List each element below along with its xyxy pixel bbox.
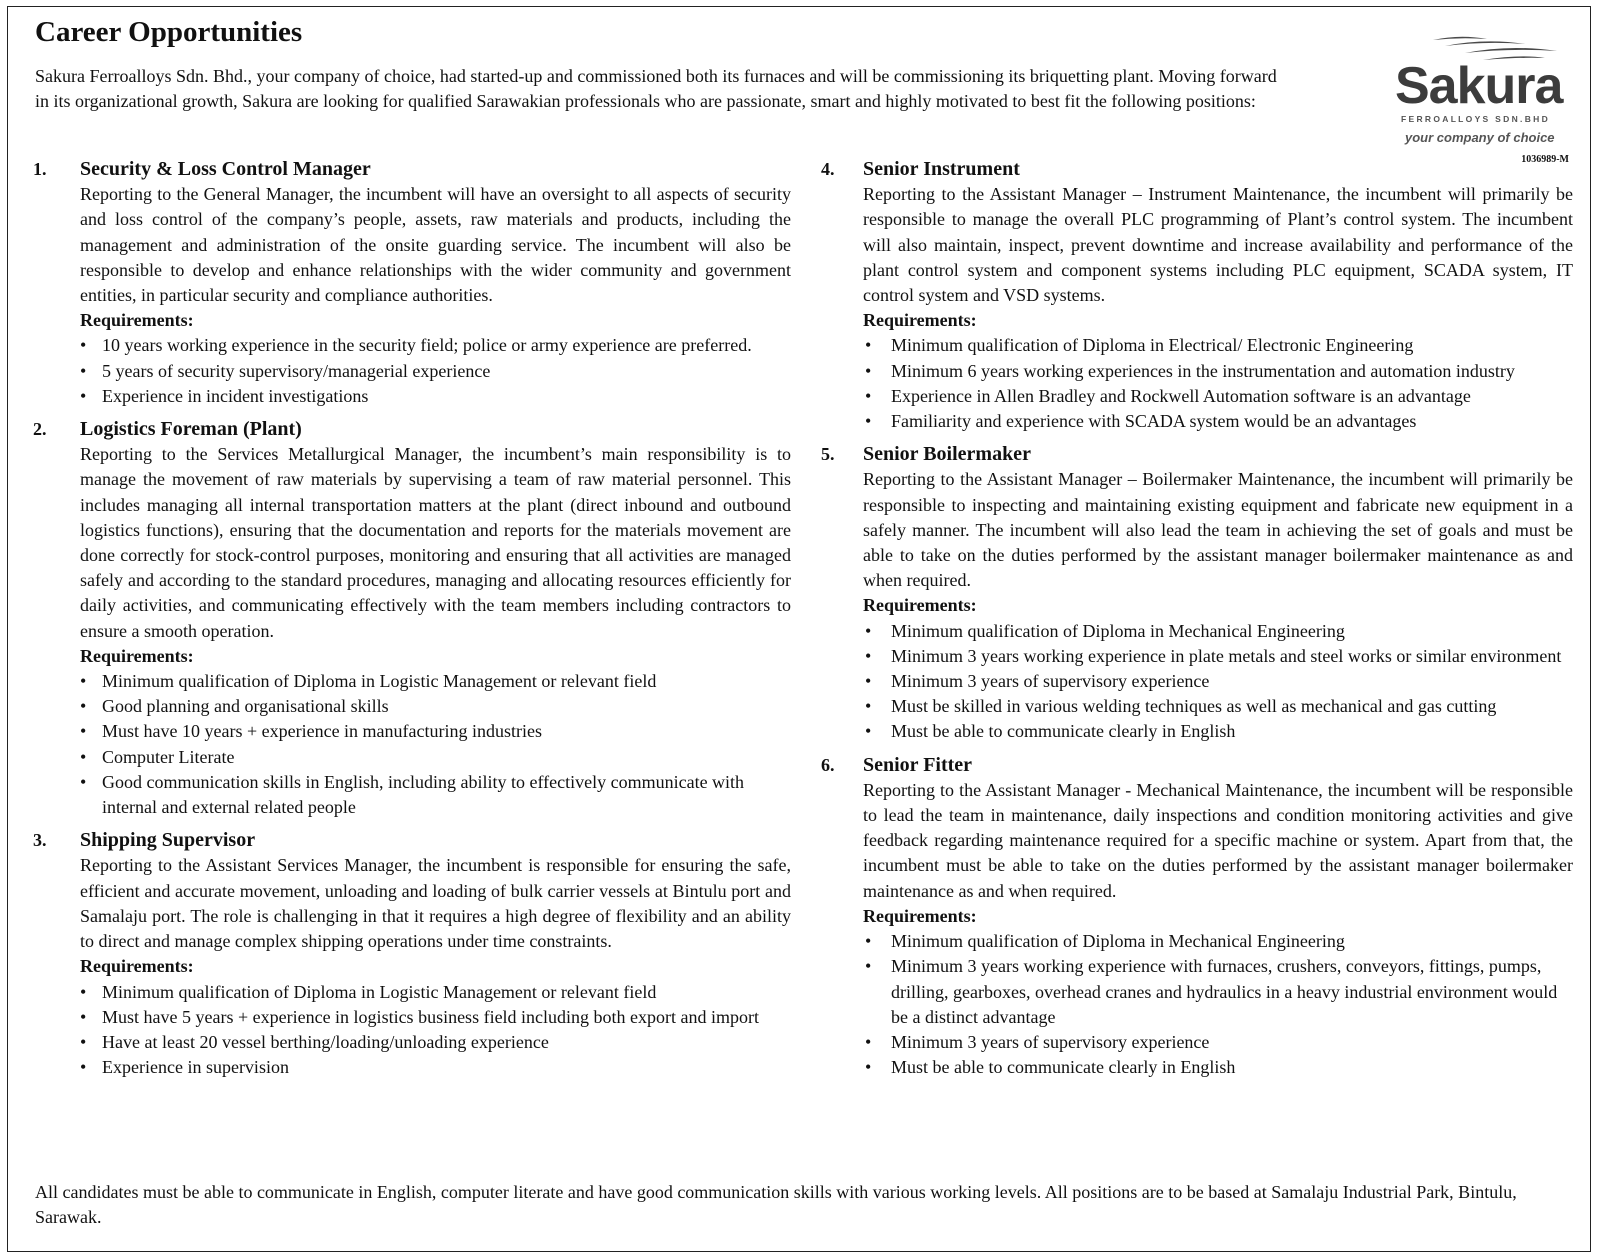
- job-description: Reporting to the Assistant Manager - Mechanical Maintenance, the incumbent will be responsible to lead the team in maintenance, daily inspections and condition monitoring activities and give feedback regarding maintenance required for a specific machine or system. Apart from that, the incumbent must be able to take on the duties performed by the assistant manager boilermaker maintenance as and when required.: [863, 779, 1573, 901]
- requirement-item: • Must be able to communicate clearly in English: [863, 1055, 1573, 1080]
- requirement-item: • Minimum 3 years of supervisory experience: [863, 1030, 1573, 1055]
- requirements-list: [863, 619, 1573, 745]
- job-number: 5.: [821, 444, 835, 465]
- requirements-heading: Requirements:: [80, 310, 194, 331]
- job-title: Logistics Foreman (Plant): [80, 418, 302, 441]
- job-description: Reporting to the Assistant Manager – Instrument Maintenance, the incumbent will primarily be responsible to manage the overall PLC programming of Plant’s control system. The incumbent will also maintain, inspect, prevent downtime and increase availability and performance of the plant control system and component systems including PLC equipment, SCADA system, IT control system and VSD systems.: [863, 184, 1573, 306]
- left-column: [33, 157, 791, 1088]
- job-number: 6.: [821, 754, 835, 775]
- job-title: Senior Fitter: [863, 753, 973, 776]
- requirement-item: • Experience in incident investigations: [80, 384, 791, 409]
- requirement-item: • Must have 10 years + experience in manufacturing industries: [80, 719, 791, 744]
- job-number: 4.: [821, 159, 835, 179]
- requirements-heading: Requirements:: [863, 905, 977, 926]
- requirement-item: • Computer Literate: [80, 745, 791, 770]
- requirement-item: • Experience in supervision: [80, 1055, 791, 1080]
- requirement-item: • Must be skilled in various welding techniques as well as mechanical and gas cutting: [863, 694, 1573, 719]
- job-listing-logistics: [33, 417, 791, 820]
- logo-wordmark: Sakura: [1395, 57, 1563, 115]
- job-listing-security: [33, 157, 791, 409]
- job-title: Security & Loss Control Manager: [80, 158, 371, 180]
- intro-paragraph: Sakura Ferroalloys Sdn. Bhd., your company of choice, had started-up and commissioned both its furnaces and will be commissioning its briquetting plant. Moving forward in its organizational growth, Sakura are looking for qualified Sarawakian professionals who are passionate, smart and highly motivated to best fit the following positions:: [35, 66, 1277, 111]
- requirements-list: [80, 333, 791, 409]
- company-logo: [1385, 34, 1575, 174]
- job-listing-fitter: [821, 753, 1573, 1081]
- company-registration: 1036989-M: [1521, 154, 1569, 165]
- requirements-list: [863, 333, 1573, 434]
- requirement-item: • Minimum 3 years working experience with furnaces, crushers, conveyors, fittings, pumps, drilling, gearboxes, overhead cranes and hydraulics in a heavy industrial environment would be a distinct advantage: [863, 954, 1573, 1030]
- requirements-list: [80, 669, 791, 820]
- requirement-item: • Must have 5 years + experience in logistics business field including both export and import: [80, 1005, 791, 1030]
- job-title: Senior Instrument: [863, 158, 1020, 180]
- requirements-heading: Requirements:: [80, 645, 194, 666]
- requirement-item: • Have at least 20 vessel berthing/loading/unloading experience: [80, 1030, 791, 1055]
- job-description: Reporting to the General Manager, the incumbent will have an oversight to all aspects of security and loss control of the company’s people, assets, raw materials and products, including the management and administration of the onsite guarding service. The incumbent will also be responsible to develop and enhance relationships with the wider community and government entities, in particular security and compliance authorities.: [80, 184, 791, 306]
- job-title: Senior Boilermaker: [863, 443, 1031, 466]
- requirements-list: [863, 929, 1573, 1080]
- job-listing-instrument: [821, 157, 1573, 434]
- job-title: Shipping Supervisor: [80, 829, 256, 852]
- requirements-heading: Requirements:: [80, 956, 194, 977]
- logo-subtitle: FERROALLOYS SDN.BHD: [1401, 114, 1551, 124]
- job-number: 1.: [33, 159, 47, 179]
- requirement-item: • Minimum qualification of Diploma in Logistic Management or relevant field: [80, 669, 791, 694]
- job-number: 2.: [33, 419, 47, 440]
- job-listing-shipping: [33, 828, 791, 1080]
- footer-note: All candidates must be able to communicate in English, computer literate and have good communication skills with various working levels. All positions are to be based at Samalaju Industrial Park, Bintulu, Sarawak.: [35, 1182, 1517, 1227]
- requirement-item: • 5 years of security supervisory/managerial experience: [80, 359, 791, 384]
- requirement-item: • Minimum qualification of Diploma in Logistic Management or relevant field: [80, 980, 791, 1005]
- requirement-item: • Minimum 6 years working experiences in the instrumentation and automation industry: [863, 359, 1573, 384]
- right-column: [821, 157, 1573, 1088]
- job-listing-boilermaker: [821, 442, 1573, 744]
- requirements-heading: Requirements:: [863, 595, 977, 616]
- job-number: 3.: [33, 830, 47, 851]
- requirement-item: • Experience in Allen Bradley and Rockwell Automation software is an advantage: [863, 384, 1573, 409]
- job-description: Reporting to the Services Metallurgical Manager, the incumbent’s main responsibility is to manage the movement of raw materials by supervising a team of raw material personnel. This includes managing all internal transportation matters at the plant (direct inbound and outbound logistics functions), ensuring that the documentation and reports for the materials movement are done correctly for stock-control purposes, monitoring and ensuring that all activities are managed safely and according to the standard procedures, managing and allocating resources efficiently for daily activities, and communicating effectively with the team members including contractors to ensure a smooth operation.: [80, 444, 791, 641]
- job-description: Reporting to the Assistant Manager – Boilermaker Maintenance, the incumbent will primarily be responsible to inspecting and maintaining existing equipment and fabricate new equipment in a safely manner. The incumbent will also lead the team in achieving the set of goals and must be able to take on the duties performed by the assistant manager boilermaker maintenance as and when required.: [863, 469, 1573, 591]
- requirement-item: • Minimum qualification of Diploma in Mechanical Engineering: [863, 619, 1573, 644]
- requirement-item: • Good communication skills in English, including ability to effectively communicate with internal and external related people: [80, 770, 791, 820]
- logo-tagline: your company of choice: [1405, 130, 1555, 145]
- page-title: Career Opportunities: [35, 16, 303, 48]
- requirement-item: • 10 years working experience in the security field; police or army experience are preferred.: [80, 333, 791, 358]
- requirements-list: [80, 980, 791, 1081]
- job-description: Reporting to the Assistant Services Manager, the incumbent is responsible for ensuring the safe, efficient and accurate movement, unloading and loading of bulk carrier vessels at Bintulu port and Samalaju port. The role is challenging in that it requires a high degree of flexibility and an ability to direct and manage complex shipping operations under time constraints.: [80, 855, 791, 952]
- requirement-item: • Good planning and organisational skills: [80, 694, 791, 719]
- requirement-item: • Must be able to communicate clearly in English: [863, 719, 1573, 744]
- requirement-item: • Minimum qualification of Diploma in Electrical/ Electronic Engineering: [863, 333, 1573, 358]
- requirement-item: • Minimum 3 years working experience in plate metals and steel works or similar environment: [863, 644, 1573, 669]
- requirement-item: • Familiarity and experience with SCADA system would be an advantages: [863, 409, 1573, 434]
- requirement-item: • Minimum 3 years of supervisory experience: [863, 669, 1573, 694]
- requirements-heading: Requirements:: [863, 310, 977, 331]
- requirement-item: • Minimum qualification of Diploma in Mechanical Engineering: [863, 929, 1573, 954]
